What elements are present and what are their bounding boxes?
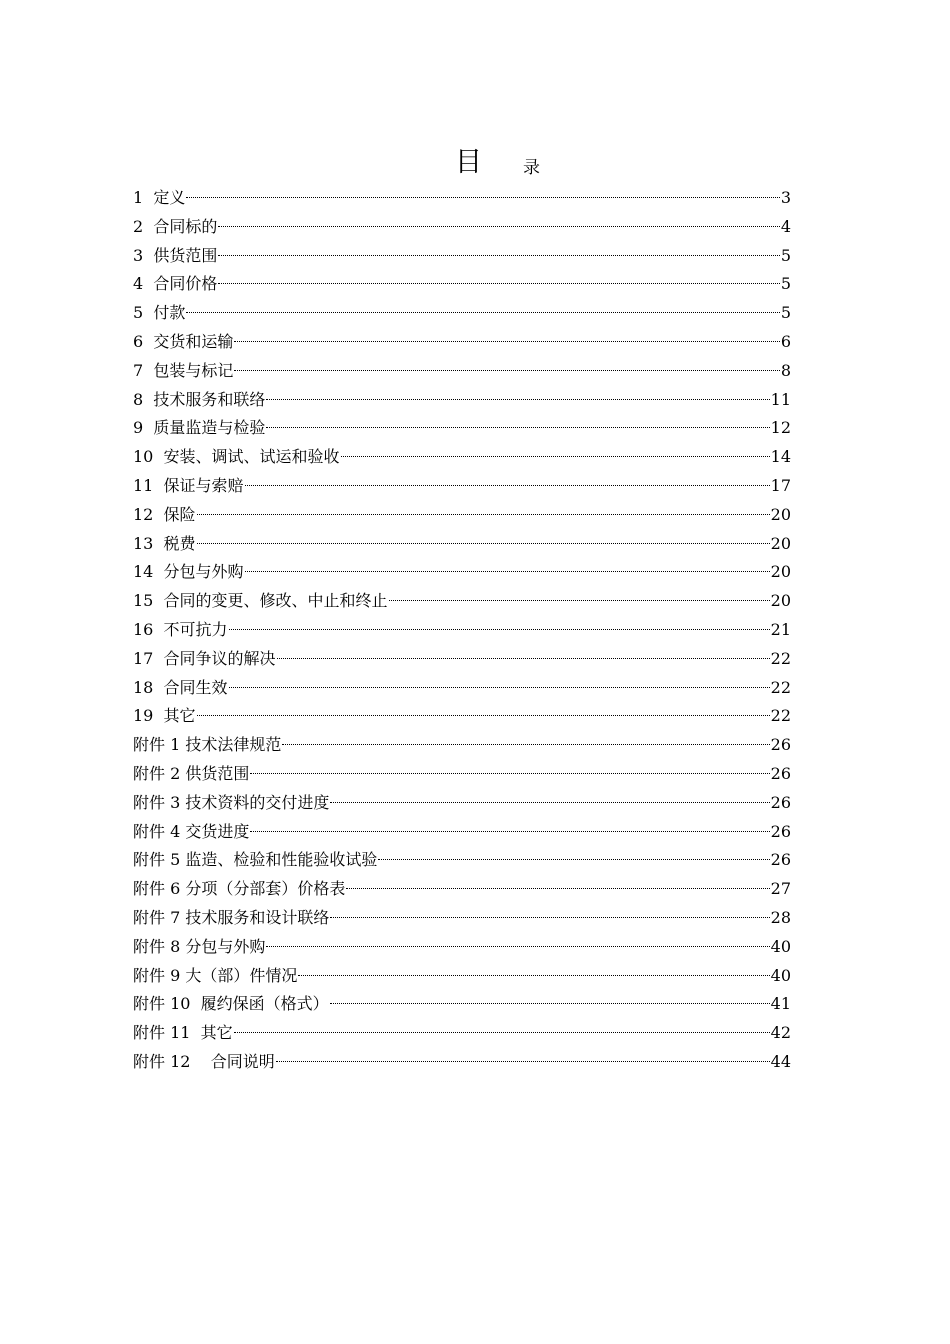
toc-entry-title: 附件 11 其它 [133,1023,233,1043]
toc-entry[interactable] [133,299,791,328]
toc-entry[interactable] [133,558,791,587]
toc-dot-leader [197,543,770,544]
toc-entry-page-number: 14 [770,447,791,467]
toc-entry[interactable] [133,674,791,703]
toc-entry[interactable] [133,904,791,933]
toc-entry[interactable] [133,328,791,357]
toc-entry[interactable] [133,1048,791,1077]
toc-entry[interactable] [133,587,791,616]
toc-entry-title: 附件 5 监造、检验和性能验收试验 [133,850,378,870]
toc-dot-leader [277,658,770,659]
toc-entry-page-number: 3 [780,188,791,207]
toc-entry-title: 4 合同价格 [133,274,218,294]
toc-entry-title: 附件 4 交货进度 [133,821,250,841]
toc-entry-page-number: 26 [770,792,791,812]
toc-entry-title: 13 税费 [133,533,196,553]
toc-entry-page-number: 20 [770,504,791,524]
toc-entry-title: 10 安装、调试、试运和验收 [133,447,340,467]
toc-entry-page-number: 22 [770,677,791,697]
toc-entry[interactable] [133,645,791,674]
toc-entry-page-number: 5 [780,245,791,265]
toc-entry[interactable] [133,962,791,991]
toc-entry-title: 1 定义 [133,188,186,207]
toc-entry-page-number: 20 [770,591,791,611]
toc-entry[interactable] [133,875,791,904]
toc-entry-page-number: 12 [770,418,791,438]
toc-title-second-char: 录 [523,158,540,178]
toc-entry-page-number: 5 [780,274,791,294]
toc-entry-page-number: 17 [770,475,791,495]
toc-entry[interactable] [133,818,791,847]
toc-dot-leader [389,600,770,601]
toc-dot-leader [341,456,770,457]
toc-entry[interactable] [133,530,791,559]
toc-entry[interactable] [133,270,791,299]
toc-dot-leader [346,888,769,889]
toc-dot-leader [186,312,779,313]
toc-entry-page-number: 26 [770,821,791,841]
toc-dot-leader [234,341,779,342]
toc-title-main-char: 目 [455,147,482,178]
toc-entry-page-number: 28 [770,907,791,927]
toc-entry-title: 18 合同生效 [133,677,228,697]
toc-entry[interactable] [133,184,791,213]
toc-entry-title: 3 供货范围 [133,245,218,265]
toc-entry-title: 5 付款 [133,303,186,323]
toc-entry-page-number: 40 [770,965,791,985]
toc-entry-title: 9 质量监造与检验 [133,418,266,438]
toc-entry[interactable] [133,242,791,271]
toc-entry-page-number: 5 [780,303,791,323]
toc-entry-title: 附件 8 分包与外购 [133,936,266,956]
toc-dot-leader [266,427,769,428]
table-of-contents [133,184,791,1077]
toc-entry-title: 16 不可抗力 [133,619,228,639]
toc-entry-title: 8 技术服务和联络 [133,389,266,409]
toc-entry-page-number: 20 [770,562,791,582]
toc-entry[interactable] [133,702,791,731]
toc-dot-leader [298,975,769,976]
toc-entry-page-number: 27 [770,879,791,899]
toc-entry[interactable] [133,443,791,472]
toc-dot-leader [218,283,779,284]
toc-entry-page-number: 11 [770,389,791,409]
toc-entry-title: 附件 7 技术服务和设计联络 [133,907,330,927]
toc-entry[interactable] [133,213,791,242]
toc-dot-leader [378,859,769,860]
toc-entry-page-number: 26 [770,763,791,783]
toc-entry[interactable] [133,616,791,645]
toc-entry[interactable] [133,760,791,789]
toc-entry[interactable] [133,414,791,443]
toc-entry[interactable] [133,846,791,875]
toc-entry-title: 11 保证与索赔 [133,475,244,495]
toc-dot-leader [330,802,769,803]
toc-dot-leader [250,831,769,832]
toc-entry[interactable] [133,357,791,386]
toc-dot-leader [282,744,769,745]
toc-entry[interactable] [133,501,791,530]
toc-entry-page-number: 41 [770,994,791,1014]
toc-entry-page-number: 42 [770,1023,791,1043]
toc-entry-title: 14 分包与外购 [133,562,244,582]
toc-entry-page-number: 26 [770,850,791,870]
toc-entry[interactable] [133,472,791,501]
toc-entry-page-number: 22 [770,706,791,726]
toc-entry-page-number: 21 [770,619,791,639]
toc-entry[interactable] [133,789,791,818]
toc-entry-page-number: 40 [770,936,791,956]
toc-title [0,146,950,186]
toc-entry-title: 2 合同标的 [133,216,218,236]
toc-entry[interactable] [133,731,791,760]
toc-dot-leader [197,715,770,716]
toc-dot-leader [229,629,770,630]
toc-entry[interactable] [133,1019,791,1048]
toc-dot-leader [234,1032,770,1033]
toc-entry-page-number: 6 [780,331,791,351]
toc-entry-title: 6 交货和运输 [133,331,234,351]
toc-entry-title: 12 保险 [133,504,196,524]
toc-dot-leader [186,197,779,198]
toc-entry-title: 7 包装与标记 [133,360,234,380]
toc-dot-leader [330,917,769,918]
toc-entry-title: 附件 10 履约保函（格式） [133,994,329,1014]
toc-entry-title: 附件 12 合同说明 [133,1051,275,1071]
toc-dot-leader [266,399,769,400]
toc-dot-leader [276,1061,770,1062]
toc-dot-leader [245,485,770,486]
toc-dot-leader [229,687,770,688]
toc-entry-title: 19 其它 [133,706,196,726]
toc-dot-leader [330,1003,770,1004]
toc-entry[interactable] [133,933,791,962]
toc-entry[interactable] [133,386,791,415]
toc-dot-leader [250,773,769,774]
toc-entry-title: 附件 6 分项（分部套）价格表 [133,879,346,899]
toc-dot-leader [266,946,769,947]
toc-entry-title: 附件 1 技术法律规范 [133,735,282,755]
toc-dot-leader [245,571,770,572]
toc-entry-page-number: 22 [770,648,791,668]
toc-dot-leader [218,255,779,256]
toc-entry-title: 附件 2 供货范围 [133,763,250,783]
toc-entry-page-number: 8 [780,360,791,380]
toc-entry-title: 15 合同的变更、修改、中止和终止 [133,591,388,611]
toc-entry[interactable] [133,990,791,1019]
toc-dot-leader [197,514,770,515]
toc-entry-page-number: 26 [770,735,791,755]
toc-dot-leader [234,370,779,371]
toc-entry-page-number: 20 [770,533,791,553]
toc-dot-leader [218,226,779,227]
toc-entry-title: 17 合同争议的解决 [133,648,276,668]
toc-entry-page-number: 44 [770,1051,791,1071]
toc-entry-title: 附件 9 大（部）件情况 [133,965,298,985]
toc-entry-title: 附件 3 技术资料的交付进度 [133,792,330,812]
toc-entry-page-number: 4 [780,216,791,236]
